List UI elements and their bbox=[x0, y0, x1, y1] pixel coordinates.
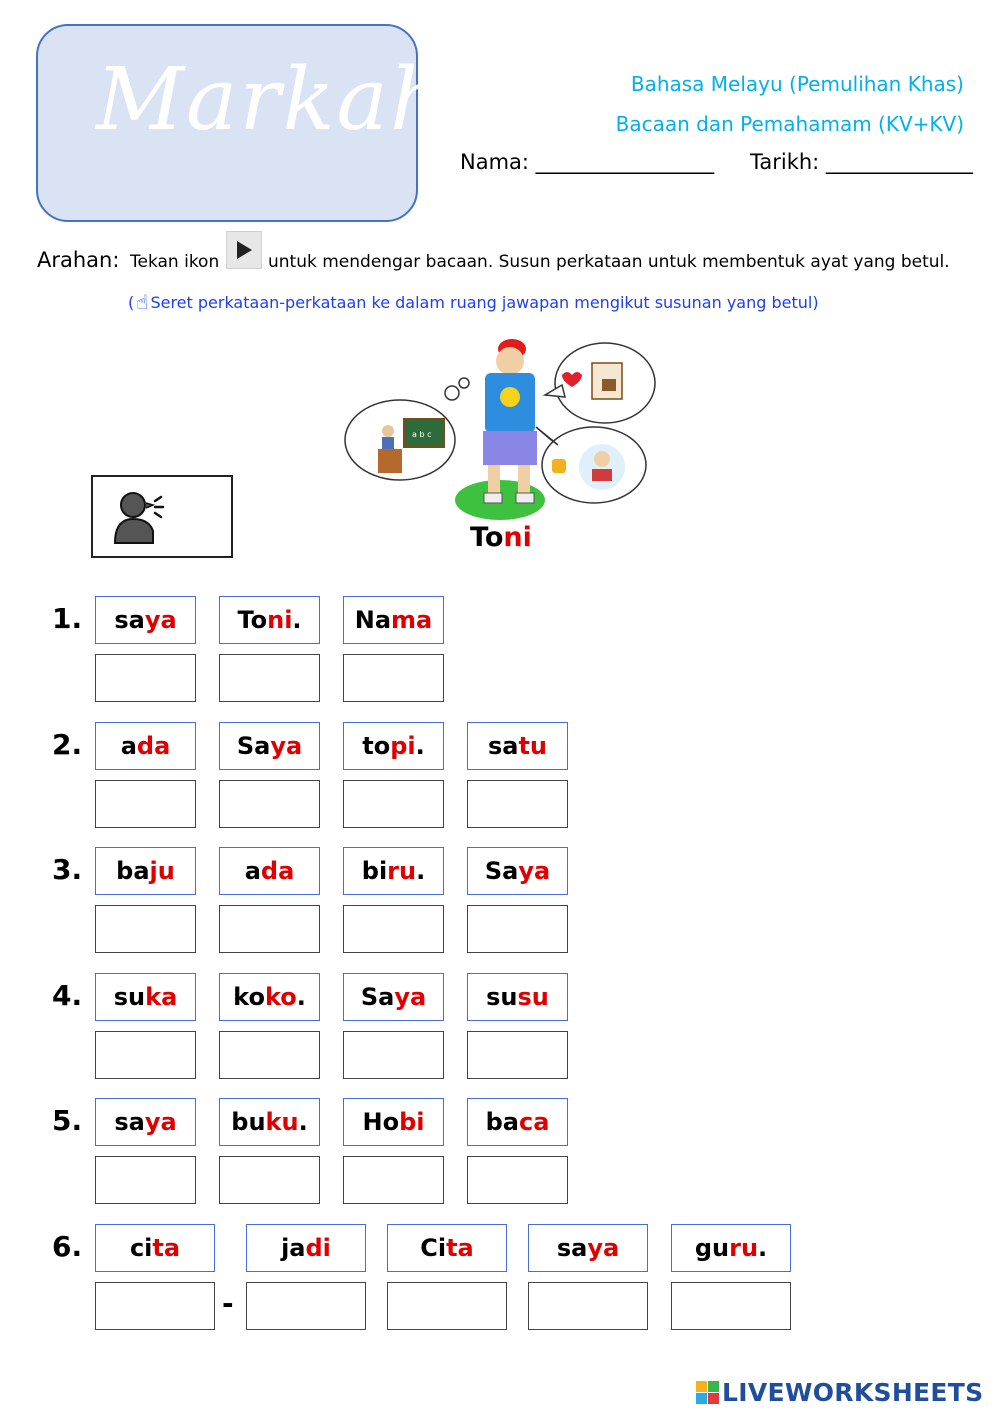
word-syllable-2: da bbox=[260, 857, 295, 885]
word-tile[interactable] bbox=[343, 1098, 444, 1146]
word-tile[interactable] bbox=[219, 596, 320, 644]
answer-slot[interactable] bbox=[467, 780, 568, 828]
word-syllable-1: Ho bbox=[362, 1108, 400, 1136]
word-syllable-1: ci bbox=[129, 1234, 153, 1262]
answer-slot[interactable] bbox=[246, 1282, 366, 1330]
answer-slot[interactable] bbox=[95, 1156, 196, 1204]
character-name-part1: To bbox=[470, 522, 504, 553]
word-tile[interactable] bbox=[467, 973, 568, 1021]
liveworksheets-logo bbox=[696, 1378, 983, 1407]
word-syllable-1: Ci bbox=[420, 1234, 447, 1262]
word-syllable-2: ni bbox=[267, 606, 293, 634]
answer-slot[interactable] bbox=[219, 654, 320, 702]
word-syllable-2: ca bbox=[518, 1108, 550, 1136]
answer-slot[interactable] bbox=[343, 905, 444, 953]
word-syllable-1: sa bbox=[556, 1234, 588, 1262]
answer-slot[interactable] bbox=[95, 1282, 215, 1330]
answer-slot[interactable] bbox=[219, 780, 320, 828]
word-punctuation: . bbox=[298, 1108, 308, 1136]
character-name bbox=[470, 522, 532, 553]
thought-bubble-teacher bbox=[345, 378, 469, 480]
character-name-part2: ni bbox=[503, 522, 532, 553]
word-syllable-2: ru bbox=[729, 1234, 759, 1262]
word-tile[interactable] bbox=[95, 1098, 196, 1146]
word-syllable-1: To bbox=[237, 606, 268, 634]
word-tile[interactable] bbox=[467, 1098, 568, 1146]
word-punctuation: . bbox=[415, 732, 425, 760]
word-syllable-2: da bbox=[136, 732, 171, 760]
question-number: 5. bbox=[52, 1104, 83, 1137]
word-syllable-1: sa bbox=[114, 606, 145, 634]
answer-slot[interactable] bbox=[95, 654, 196, 702]
question-number: 3. bbox=[52, 853, 83, 886]
word-tile[interactable] bbox=[343, 847, 444, 895]
name-field[interactable]: Nama: _________________ bbox=[460, 150, 715, 174]
answer-slot[interactable] bbox=[528, 1282, 648, 1330]
word-tile[interactable] bbox=[671, 1224, 791, 1272]
word-tile[interactable] bbox=[246, 1224, 366, 1272]
answer-slot[interactable] bbox=[95, 780, 196, 828]
word-syllable-2: di bbox=[305, 1234, 331, 1262]
word-tile[interactable] bbox=[528, 1224, 648, 1272]
answer-slot[interactable] bbox=[219, 1031, 320, 1079]
answer-slot[interactable] bbox=[95, 1031, 196, 1079]
answer-slot[interactable] bbox=[467, 905, 568, 953]
word-syllable-1: ko bbox=[233, 983, 265, 1011]
word-syllable-2: ya bbox=[270, 732, 303, 760]
word-syllable-2: ya bbox=[587, 1234, 620, 1262]
word-syllable-1: su bbox=[486, 983, 518, 1011]
svg-text:a b c: a b c bbox=[412, 430, 432, 439]
word-punctuation: . bbox=[758, 1234, 768, 1262]
answer-slot[interactable] bbox=[343, 1156, 444, 1204]
word-syllable-2: ko bbox=[264, 983, 297, 1011]
word-punctuation: . bbox=[416, 857, 426, 885]
liveworksheets-logo-icon bbox=[696, 1381, 719, 1404]
answer-slot[interactable] bbox=[343, 780, 444, 828]
word-syllable-2: ta bbox=[152, 1234, 181, 1262]
word-syllable-2: ma bbox=[391, 606, 433, 634]
word-syllable-1: ba bbox=[485, 1108, 519, 1136]
word-syllable-2: ru bbox=[387, 857, 417, 885]
word-syllable-1: sa bbox=[114, 1108, 145, 1136]
word-syllable-2: ta bbox=[446, 1234, 474, 1262]
word-syllable-2: pi bbox=[390, 732, 416, 760]
word-syllable-1: bu bbox=[231, 1108, 266, 1136]
word-tile[interactable] bbox=[95, 722, 196, 770]
word-tile[interactable] bbox=[467, 847, 568, 895]
hand-drag-icon: ☝ bbox=[136, 290, 149, 314]
word-tile[interactable] bbox=[95, 1224, 215, 1272]
word-tile[interactable] bbox=[343, 973, 444, 1021]
word-syllable-2: ya bbox=[144, 606, 177, 634]
toni-illustration bbox=[340, 335, 660, 525]
q6-separator: - bbox=[222, 1287, 234, 1320]
word-syllable-2: ya bbox=[518, 857, 551, 885]
play-icon bbox=[226, 231, 262, 269]
word-syllable-2: ju bbox=[149, 857, 175, 885]
answer-slot[interactable] bbox=[219, 905, 320, 953]
drag-instruction-text: Seret perkataan-perkataan ke dalam ruang jawapan mengikut susunan yang betul) bbox=[150, 292, 819, 312]
word-syllable-1: ja bbox=[281, 1234, 306, 1262]
word-tile[interactable] bbox=[343, 722, 444, 770]
word-syllable-1: su bbox=[113, 983, 146, 1011]
drag-instruction bbox=[128, 290, 819, 314]
word-tile[interactable] bbox=[467, 722, 568, 770]
question-number: 6. bbox=[52, 1230, 83, 1263]
word-tile[interactable] bbox=[387, 1224, 507, 1272]
word-syllable-1: Sa bbox=[484, 857, 519, 885]
word-tile[interactable] bbox=[95, 847, 196, 895]
word-syllable-2: ka bbox=[145, 983, 178, 1011]
answer-slot[interactable] bbox=[467, 1156, 568, 1204]
word-tile[interactable] bbox=[219, 1098, 320, 1146]
word-syllable-2: tu bbox=[518, 732, 548, 760]
word-syllable-1: ba bbox=[116, 857, 150, 885]
word-syllable-2: ya bbox=[394, 983, 427, 1011]
speaking-head-icon bbox=[93, 477, 231, 556]
word-syllable-2: su bbox=[517, 983, 549, 1011]
word-punctuation: . bbox=[292, 606, 302, 634]
answer-slot[interactable] bbox=[671, 1282, 791, 1330]
word-syllable-1: Na bbox=[354, 606, 392, 634]
audio-button[interactable] bbox=[91, 475, 233, 558]
answer-slot[interactable] bbox=[467, 1031, 568, 1079]
word-tile[interactable] bbox=[219, 973, 320, 1021]
word-syllable-2: ya bbox=[144, 1108, 177, 1136]
word-syllable-2: ku bbox=[265, 1108, 299, 1136]
word-syllable-1: sa bbox=[487, 732, 519, 760]
answer-slot[interactable] bbox=[219, 1156, 320, 1204]
liveworksheets-brand: LIVEWORKSHEETS bbox=[722, 1378, 984, 1407]
instructions-text-after-icon: untuk mendengar bacaan. Susun perkataan untuk membentuk ayat yang betul. bbox=[268, 252, 950, 272]
question-number: 1. bbox=[52, 602, 83, 635]
instructions-label: Arahan: bbox=[37, 248, 120, 272]
word-syllable-1: Sa bbox=[360, 983, 395, 1011]
word-punctuation: . bbox=[296, 983, 306, 1011]
answer-slot[interactable] bbox=[95, 905, 196, 953]
answer-slot[interactable] bbox=[387, 1282, 507, 1330]
answer-slot[interactable] bbox=[343, 1031, 444, 1079]
boy-figure bbox=[455, 339, 545, 520]
word-tile[interactable] bbox=[219, 847, 320, 895]
speech-bubble-milk bbox=[545, 343, 655, 423]
drag-open-paren: ( bbox=[128, 292, 135, 312]
question-number: 2. bbox=[52, 728, 83, 761]
topic-title: Bacaan dan Pemahamam (KV+KV) bbox=[615, 112, 964, 136]
word-tile[interactable] bbox=[219, 722, 320, 770]
word-syllable-2: bi bbox=[399, 1108, 425, 1136]
instructions-text-before-icon: Tekan ikon bbox=[130, 252, 220, 272]
question-number: 4. bbox=[52, 979, 83, 1012]
date-field[interactable]: Tarikh: ______________ bbox=[750, 150, 973, 174]
word-syllable-1: a bbox=[120, 732, 137, 760]
word-tile[interactable] bbox=[95, 973, 196, 1021]
answer-slot[interactable] bbox=[343, 654, 444, 702]
speech-bubble-book bbox=[536, 427, 646, 503]
word-tile[interactable] bbox=[343, 596, 444, 644]
subject-title: Bahasa Melayu (Pemulihan Khas) bbox=[630, 72, 964, 96]
word-syllable-1: bi bbox=[361, 857, 388, 885]
word-syllable-1: Sa bbox=[236, 732, 271, 760]
word-syllable-1: gu bbox=[694, 1234, 730, 1262]
score-label: Markah bbox=[96, 50, 448, 150]
word-syllable-1: to bbox=[362, 732, 391, 760]
word-tile[interactable] bbox=[95, 596, 196, 644]
word-syllable-1: a bbox=[244, 857, 261, 885]
